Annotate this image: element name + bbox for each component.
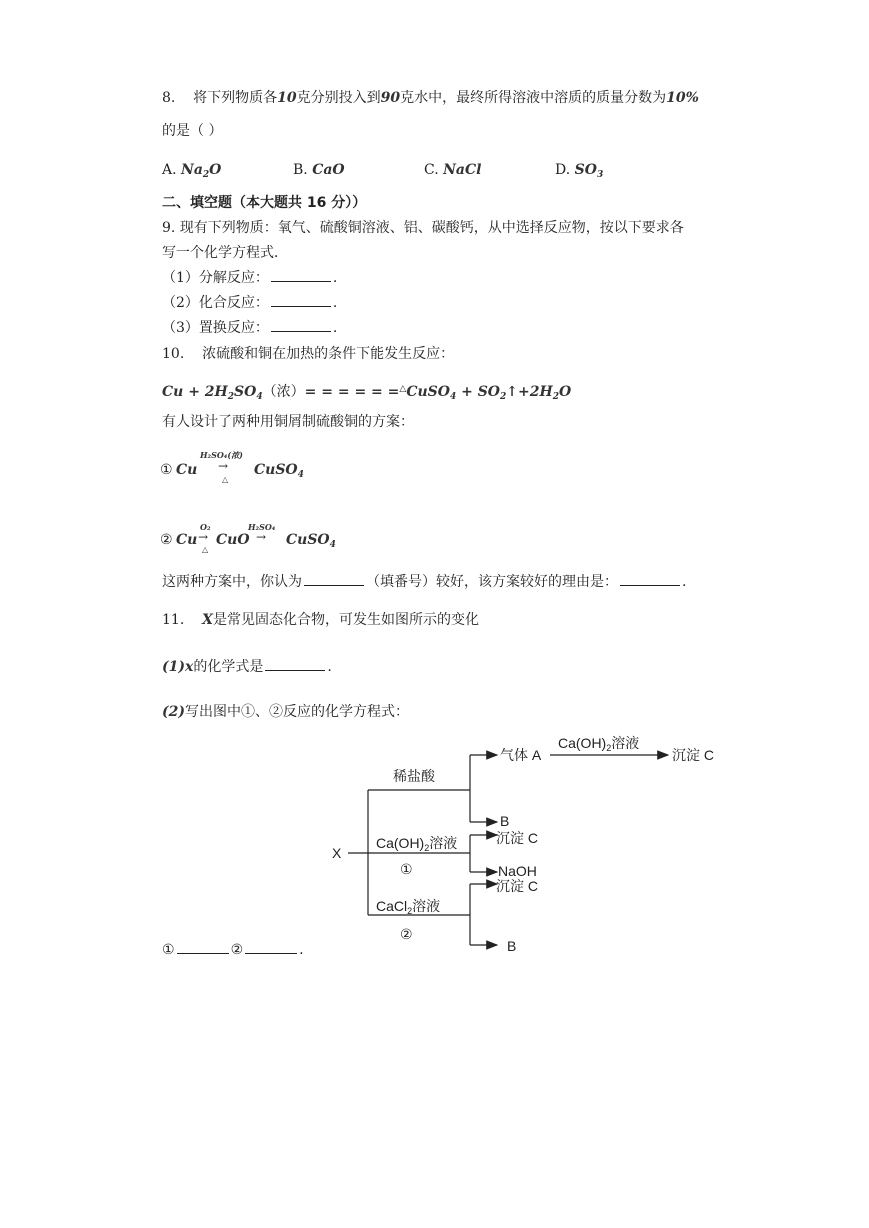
eq-part: O (558, 384, 572, 400)
label-hcl: 稀盐酸 (393, 768, 435, 784)
option-sub: 2 (202, 170, 210, 180)
arrow-icon: → (198, 530, 209, 544)
q8-mass1: 10 (277, 90, 297, 106)
section-title: 二、填空题（本大题共 16 分）） (162, 195, 367, 211)
q11-text: 是常见固态化合物，可发生如图所示的变化 (212, 612, 479, 628)
q8-text-a: 将下列物质各 (193, 90, 278, 106)
arrow-icon: → (218, 459, 229, 473)
formula-tail: 溶液 (412, 898, 441, 914)
formula: CaCl (376, 898, 408, 914)
delta-icon: △ (222, 474, 229, 484)
product: CuSO (254, 462, 298, 478)
option-label: D. (555, 162, 571, 178)
scheme-mid: CuO (216, 532, 250, 548)
label-b-low: B (507, 938, 517, 954)
option-label: A. (162, 162, 177, 178)
eq-sub: 2 (500, 392, 507, 402)
q8-number: 8. (162, 90, 176, 106)
q9-item-label: （2）化合反应： (162, 295, 269, 311)
eq-part: SO (234, 384, 257, 400)
q11-answers (162, 940, 304, 960)
option-tail: O (209, 162, 222, 178)
q11-p1-label: (1) (162, 659, 185, 675)
option-formula: CaO (312, 162, 345, 178)
scheme-start: Cu (176, 532, 198, 548)
eq-part: + SO (456, 384, 501, 400)
q11-p1-end: . (327, 659, 332, 675)
product-sub: 4 (329, 540, 336, 550)
label-circle-2: ② (400, 926, 413, 942)
option-formula: SO (574, 162, 597, 178)
diagram-x: X (332, 845, 342, 861)
formula: Ca(OH) (376, 835, 425, 851)
q10-ask-a: 这两种方案中，你认为 (162, 574, 302, 590)
label-ppt-mid: 沉淀 C (496, 830, 538, 846)
q8-percent: 10% (666, 90, 699, 106)
q10-text: 浓硫酸和铜在加热的条件下能发生反应： (202, 346, 455, 362)
eq-conc: （浓） (262, 384, 305, 400)
answer-blank[interactable] (245, 941, 297, 954)
option-formula: NaCl (443, 162, 482, 178)
label-caoh-mid (376, 835, 457, 853)
product-sub: 4 (297, 470, 304, 480)
answer-num-2: ② (230, 942, 244, 958)
q8-mass2: 90 (380, 90, 401, 106)
q11-number: 11. (162, 612, 185, 628)
q8-line2: 的是（ ） (162, 123, 223, 139)
delta-icon: △ (202, 544, 209, 554)
scheme-num: ② (160, 532, 173, 548)
answer-end: . (299, 942, 304, 958)
scheme-reagent: H₂SO₄(浓) (200, 450, 243, 460)
label-circle-1: ① (400, 861, 413, 877)
q9-end: . (332, 320, 338, 336)
option-label: C. (424, 162, 439, 178)
q9-item-label: （3）置换反应： (162, 320, 269, 336)
scheme-reagent: H₂SO₄ (248, 522, 276, 532)
eq-sub: 4 (256, 392, 263, 402)
q8-text-c: 克水中，最终所得溶液中溶质的质量分数为 (400, 90, 667, 106)
eq-sub: 2 (552, 392, 559, 402)
q9-line2: 写一个化学方程式． (162, 245, 288, 261)
q10-ask-end: . (682, 574, 687, 590)
q10-ask-b: （填番号）较好，该方案较好的理由是： (366, 574, 618, 590)
eq-sub: 4 (449, 392, 457, 402)
scheme-num: ① (160, 462, 173, 478)
q11-x: X (202, 612, 213, 628)
q11-p1-x: x (185, 659, 194, 675)
eq-sub: 2 (227, 392, 235, 402)
q9-item-label: （1）分解反应： (162, 270, 269, 286)
label-caoh-top (558, 735, 639, 753)
arrow-icon: → (256, 530, 267, 544)
q11-p2-label: (2) (162, 704, 185, 720)
q9-end: . (332, 270, 338, 286)
q8-text-b: 克分别投入到 (296, 90, 381, 106)
label-gas-a: 气体 A (500, 747, 542, 763)
formula-sub: 2 (424, 843, 430, 853)
option-label: B. (293, 162, 308, 178)
answer-blank[interactable] (177, 941, 229, 954)
label-ppt-top: 沉淀 C (672, 747, 714, 763)
q10-number: 10. (162, 346, 185, 362)
formula-sub: 2 (407, 906, 413, 916)
q11-p1-text: 的化学式是 (193, 659, 264, 675)
label-cacl2 (376, 898, 440, 916)
option-formula: Na (181, 162, 203, 178)
option-sub: 3 (596, 170, 604, 180)
formula: Ca(OH) (558, 735, 607, 751)
formula-tail: 溶液 (611, 735, 640, 751)
answer-num-1: ① (162, 942, 175, 958)
q10-design: 有人设计了两种用铜屑制硫酸铜的方案： (162, 414, 414, 430)
label-b-top: B (500, 813, 510, 829)
formula-sub: 2 (606, 743, 612, 753)
q9-line1: 9. 现有下列物质：氧气、硫酸铜溶液、铝、碳酸钙，从中选择反应物，按以下要求各 (162, 220, 684, 236)
eq-part: ↑+2H (506, 384, 553, 400)
eq-equals: = = = = = = (304, 384, 400, 400)
q9-end: . (332, 295, 338, 311)
q11-p2-text: 写出图中①、②反应的化学方程式： (185, 704, 409, 720)
scheme-reagent: O₂ (200, 522, 211, 532)
formula-tail: 溶液 (429, 835, 458, 851)
eq-part: Cu + 2H (162, 384, 228, 400)
scheme-start: Cu (176, 462, 198, 478)
eq-part: CuSO (406, 384, 450, 400)
delta-icon: △ (399, 384, 407, 394)
label-ppt-low: 沉淀 C (496, 878, 538, 894)
product: CuSO (286, 532, 330, 548)
label-naoh: NaOH (498, 863, 537, 879)
